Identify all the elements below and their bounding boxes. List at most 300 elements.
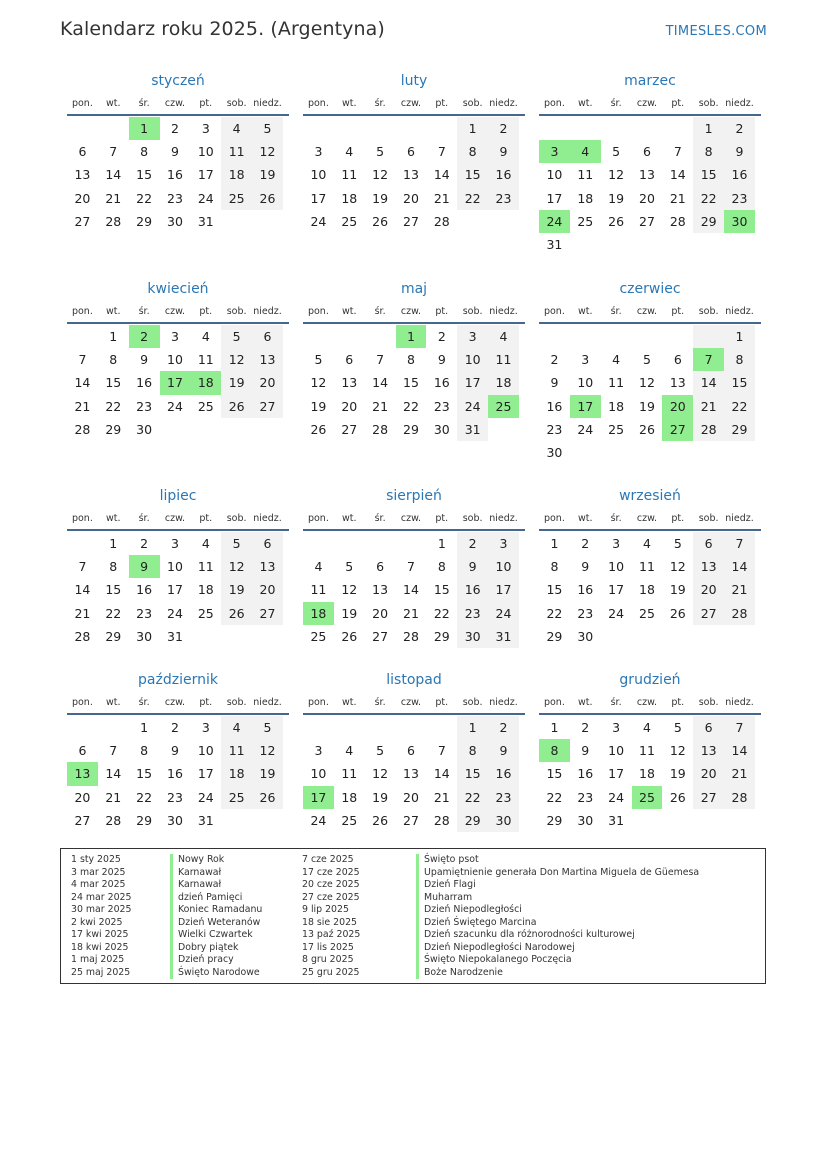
weekday-label: pt.: [199, 513, 213, 524]
holiday-day-cell: 7: [693, 348, 724, 371]
weekday-header: [303, 510, 525, 528]
day-cell: 7: [437, 144, 446, 160]
day-cell: 11: [221, 739, 252, 762]
day-cell: 19: [221, 578, 252, 601]
day-cell: 12: [639, 375, 655, 391]
empty-day-cell: [334, 716, 365, 739]
empty-day-cell: [334, 532, 365, 555]
weekday-label: pon.: [307, 98, 329, 109]
header-divider: [303, 529, 525, 531]
weekday-header: [303, 694, 525, 712]
day-cell: 5: [612, 144, 621, 160]
day-cell: 9: [488, 739, 519, 762]
weekday-label: wt.: [106, 697, 121, 708]
day-cell: 19: [310, 398, 327, 414]
day-cell: 9: [437, 352, 446, 368]
day-cell: 4: [612, 352, 621, 368]
day-cell: 12: [221, 555, 252, 578]
weekday-label: pt.: [199, 306, 213, 317]
day-cell: 27: [693, 786, 724, 809]
week-row: [67, 625, 289, 648]
day-cell: 13: [74, 167, 91, 183]
month-name: grudzień: [619, 672, 681, 688]
day-cell: 24: [608, 605, 625, 621]
day-cell: 25: [310, 628, 327, 644]
day-cell: 24: [577, 421, 594, 437]
day-cell: 10: [310, 766, 327, 782]
weekday-label: sob.: [698, 306, 719, 317]
day-cell: 29: [433, 628, 450, 644]
day-cell: 17: [546, 190, 563, 206]
weekday-label: wt.: [106, 513, 121, 524]
day-cell: 8: [724, 348, 755, 371]
day-cell: 20: [252, 371, 283, 394]
header-divider: [67, 713, 289, 715]
month-block: [539, 70, 761, 256]
weekday-label: śr.: [138, 513, 150, 524]
day-cell: 2: [724, 117, 755, 140]
day-cell: 16: [433, 375, 450, 391]
day-cell: 21: [372, 398, 389, 414]
day-cell: 15: [433, 582, 450, 598]
holiday-name: Święto Niepokalanego Poczęcia: [416, 954, 699, 967]
day-cell: 11: [310, 582, 327, 598]
weekday-header: [303, 303, 525, 321]
empty-day-cell: [396, 117, 427, 140]
weekday-label: czw.: [400, 306, 422, 317]
day-cell: 16: [488, 163, 519, 186]
weekday-label: niedz.: [253, 98, 282, 109]
day-cell: 13: [252, 348, 283, 371]
week-row: [67, 140, 289, 163]
empty-day-cell: [570, 325, 601, 348]
day-cell: 26: [372, 213, 389, 229]
day-cell: 25: [197, 398, 214, 414]
day-cell: 12: [252, 739, 283, 762]
holiday-date: 18 sie 2025: [302, 916, 358, 928]
day-cell: 28: [433, 213, 450, 229]
header-divider: [67, 529, 289, 531]
weekday-label: sob.: [462, 306, 483, 317]
day-cell: 23: [433, 398, 450, 414]
holiday-name: dzień Pamięci: [170, 892, 262, 905]
week-row: [67, 739, 289, 762]
day-cell: 12: [310, 375, 327, 391]
weekday-label: czw.: [400, 697, 422, 708]
day-cell: 26: [608, 213, 625, 229]
weekday-label: śr.: [138, 98, 150, 109]
day-cell: 16: [546, 398, 563, 414]
day-cell: 31: [457, 418, 488, 441]
week-row: [67, 602, 289, 625]
day-cell: 15: [693, 163, 724, 186]
day-cell: 2: [170, 121, 179, 136]
holiday-day-cell: 20: [662, 395, 693, 418]
holiday-day-cell: 1: [396, 325, 427, 348]
day-cell: 5: [673, 536, 682, 551]
day-cell: 14: [724, 739, 755, 762]
day-cell: 25: [577, 213, 594, 229]
day-cell: 28: [403, 628, 419, 644]
day-cell: 30: [577, 628, 594, 644]
month-block: [539, 278, 761, 464]
weekday-header: [303, 95, 525, 113]
day-cell: 10: [197, 144, 214, 160]
header-divider: [67, 114, 289, 116]
day-cell: 6: [252, 532, 283, 555]
empty-day-cell: [693, 625, 724, 648]
empty-day-cell: [693, 809, 724, 832]
day-cell: 14: [105, 167, 122, 183]
day-cell: 14: [433, 766, 450, 782]
empty-day-cell: [396, 716, 427, 739]
holiday-names-column-2: [416, 854, 699, 979]
week-row: [67, 578, 289, 601]
day-cell: 27: [639, 213, 655, 229]
day-cell: 16: [577, 766, 594, 782]
day-cell: 14: [693, 371, 724, 394]
weekday-label: niedz.: [489, 513, 518, 524]
day-cell: 13: [341, 375, 358, 391]
week-row: [539, 532, 761, 555]
holiday-day-cell: 1: [129, 117, 160, 140]
holiday-name: Dzień pracy: [170, 954, 262, 967]
weekday-label: sob.: [462, 98, 483, 109]
week-row: [303, 117, 525, 140]
empty-day-cell: [303, 325, 334, 348]
holiday-name: Upamiętnienie generała Don Martina Miguela de Güemesa: [416, 867, 699, 880]
day-cell: 23: [167, 190, 183, 206]
holiday-date: 17 lis 2025: [302, 941, 354, 953]
empty-day-cell: [488, 210, 519, 233]
day-cell: 4: [221, 117, 252, 140]
day-cell: 28: [724, 602, 755, 625]
day-cell: 6: [376, 559, 385, 575]
holiday-day-cell: 25: [632, 786, 663, 809]
day-cell: 10: [608, 559, 625, 575]
week-row: [303, 739, 525, 762]
month-name: luty: [400, 73, 428, 89]
day-cell: 22: [105, 398, 122, 414]
month-name: sierpień: [386, 488, 442, 504]
day-cell: 23: [724, 187, 755, 210]
day-cell: 4: [345, 144, 354, 160]
weekday-label: pt.: [199, 98, 213, 109]
month-name: październik: [138, 672, 218, 688]
weekday-label: śr.: [374, 697, 386, 708]
weekday-label: pon.: [543, 306, 565, 317]
empty-day-cell: [662, 441, 693, 464]
empty-day-cell: [365, 716, 396, 739]
month-name: styczeń: [151, 73, 205, 89]
day-cell: 27: [403, 213, 419, 229]
holiday-day-cell: 17: [303, 786, 334, 809]
empty-day-cell: [662, 809, 693, 832]
day-cell: 22: [457, 187, 488, 210]
day-cell: 30: [577, 812, 594, 828]
day-cell: 17: [167, 582, 183, 598]
empty-day-cell: [221, 210, 252, 233]
day-cell: 18: [341, 190, 358, 206]
day-cell: 5: [376, 144, 385, 160]
day-cell: 4: [345, 743, 354, 759]
month-name: maj: [400, 281, 428, 297]
day-cell: 6: [78, 743, 87, 759]
holiday-name: Nowy Rok: [170, 854, 262, 867]
day-cell: 24: [197, 190, 214, 206]
empty-day-cell: [426, 117, 457, 140]
week-row: [67, 210, 289, 233]
week-row: [539, 163, 761, 186]
week-row: [539, 371, 761, 394]
day-cell: 22: [136, 789, 153, 805]
empty-day-cell: [662, 625, 693, 648]
day-cell: 19: [639, 398, 655, 414]
holiday-date: 2 kwi 2025: [71, 916, 123, 928]
weekday-label: czw.: [400, 513, 422, 524]
week-row: [303, 325, 525, 348]
day-cell: 2: [581, 536, 590, 551]
weekday-label: śr.: [610, 513, 622, 524]
empty-day-cell: [693, 233, 724, 256]
day-cell: 17: [488, 578, 519, 601]
day-cell: 13: [669, 375, 686, 391]
week-row: [539, 786, 761, 809]
weekday-header: [67, 510, 289, 528]
weekday-label: czw.: [400, 98, 422, 109]
month-block: [67, 485, 289, 648]
week-row: [67, 762, 289, 785]
empty-day-cell: [303, 532, 334, 555]
day-cell: 5: [221, 532, 252, 555]
holiday-date: 4 mar 2025: [71, 879, 126, 890]
day-cell: 18: [639, 766, 655, 782]
weekday-label: śr.: [138, 306, 150, 317]
week-row: [67, 532, 289, 555]
brand-logo-text[interactable]: TIMESLES.COM: [665, 24, 767, 39]
day-cell: 22: [724, 395, 755, 418]
weekday-label: pon.: [71, 306, 93, 317]
week-row: [303, 163, 525, 186]
day-cell: 24: [457, 395, 488, 418]
weekday-label: pon.: [71, 697, 93, 708]
day-cell: 31: [197, 213, 214, 229]
month-block: [67, 70, 289, 233]
weekday-label: czw.: [164, 513, 186, 524]
weekday-label: pon.: [543, 697, 565, 708]
day-cell: 28: [74, 628, 91, 644]
weekday-label: wt.: [342, 513, 357, 524]
day-cell: 7: [78, 352, 87, 368]
empty-day-cell: [252, 418, 283, 441]
day-cell: 15: [403, 375, 419, 391]
weekday-label: sob.: [698, 513, 719, 524]
day-cell: 21: [74, 605, 91, 621]
day-cell: 6: [252, 325, 283, 348]
week-row: [303, 809, 525, 832]
holiday-day-cell: 3: [539, 140, 570, 163]
day-cell: 26: [221, 602, 252, 625]
day-cell: 17: [608, 582, 625, 598]
weekday-label: wt.: [342, 697, 357, 708]
day-cell: 1: [550, 720, 559, 735]
weekday-label: pt.: [671, 98, 685, 109]
day-cell: 27: [252, 395, 283, 418]
week-row: [303, 786, 525, 809]
day-cell: 24: [167, 605, 183, 621]
day-cell: 16: [457, 578, 488, 601]
holiday-name: Boże Narodzenie: [416, 967, 699, 980]
day-cell: 3: [314, 743, 323, 759]
day-cell: 31: [197, 812, 214, 828]
day-cell: 17: [310, 190, 327, 206]
day-cell: 4: [642, 536, 651, 551]
day-cell: 18: [488, 371, 519, 394]
day-cell: 19: [221, 371, 252, 394]
day-cell: 7: [406, 559, 415, 575]
week-row: [67, 786, 289, 809]
day-cell: 4: [201, 329, 210, 344]
day-cell: 18: [197, 582, 214, 598]
day-cell: 20: [403, 789, 419, 805]
empty-day-cell: [724, 625, 755, 648]
empty-day-cell: [601, 233, 632, 256]
day-cell: 21: [403, 605, 419, 621]
week-row: [539, 555, 761, 578]
weekday-header: [539, 510, 761, 528]
day-cell: 2: [488, 716, 519, 739]
holiday-date: 1 sty 2025: [71, 854, 121, 865]
holiday-name: Dobry piątek: [170, 942, 262, 955]
day-cell: 10: [546, 167, 563, 183]
day-cell: 6: [406, 144, 415, 160]
day-cell: 5: [314, 352, 323, 368]
holiday-day-cell: 30: [724, 210, 755, 233]
week-row: [539, 117, 761, 140]
week-row: [539, 762, 761, 785]
holiday-name: Święto Narodowe: [170, 967, 262, 980]
day-cell: 19: [252, 163, 283, 186]
day-cell: 26: [341, 628, 358, 644]
day-cell: 29: [136, 213, 153, 229]
day-cell: 16: [724, 163, 755, 186]
day-cell: 2: [170, 720, 179, 735]
holiday-legend: [60, 848, 766, 984]
day-cell: 15: [546, 766, 563, 782]
page-title: Kalendarz roku 2025. (Argentyna): [60, 18, 385, 40]
day-cell: 28: [669, 213, 686, 229]
header-divider: [539, 322, 761, 324]
day-cell: 28: [433, 812, 450, 828]
empty-day-cell: [334, 325, 365, 348]
weekday-label: niedz.: [253, 697, 282, 708]
day-cell: 26: [669, 789, 686, 805]
weekday-label: pt.: [435, 513, 449, 524]
holiday-day-cell: 8: [539, 739, 570, 762]
day-cell: 5: [376, 743, 385, 759]
empty-day-cell: [98, 716, 129, 739]
day-cell: 5: [252, 716, 283, 739]
day-cell: 27: [403, 812, 419, 828]
day-cell: 15: [457, 762, 488, 785]
day-cell: 27: [74, 812, 91, 828]
day-cell: 18: [341, 789, 358, 805]
week-row: [539, 233, 761, 256]
day-cell: 8: [437, 559, 446, 575]
empty-day-cell: [570, 441, 601, 464]
day-cell: 3: [170, 536, 179, 551]
empty-day-cell: [632, 441, 663, 464]
day-cell: 26: [310, 421, 327, 437]
day-cell: 24: [310, 812, 327, 828]
header-divider: [539, 114, 761, 116]
day-cell: 4: [201, 536, 210, 551]
holiday-name: Dzień Weteranów: [170, 917, 262, 930]
day-cell: 14: [724, 555, 755, 578]
day-cell: 1: [693, 117, 724, 140]
empty-day-cell: [252, 210, 283, 233]
week-row: [303, 625, 525, 648]
empty-day-cell: [724, 809, 755, 832]
day-cell: 2: [140, 536, 149, 551]
day-cell: 7: [109, 743, 118, 759]
empty-day-cell: [67, 716, 98, 739]
empty-day-cell: [632, 625, 663, 648]
weekday-label: czw.: [636, 98, 658, 109]
day-cell: 30: [167, 812, 183, 828]
day-cell: 5: [252, 117, 283, 140]
month-name: czerwiec: [619, 281, 681, 297]
weekday-label: niedz.: [725, 513, 754, 524]
day-cell: 13: [252, 555, 283, 578]
day-cell: 31: [546, 236, 563, 252]
week-row: [67, 163, 289, 186]
day-cell: 2: [457, 532, 488, 555]
day-cell: 1: [109, 536, 118, 551]
holiday-date: 3 mar 2025: [71, 866, 126, 878]
day-cell: 23: [136, 605, 153, 621]
empty-day-cell: [662, 233, 693, 256]
holiday-date: 17 kwi 2025: [71, 929, 129, 940]
week-row: [539, 348, 761, 371]
week-row: [539, 418, 761, 441]
day-cell: 27: [74, 213, 91, 229]
week-row: [303, 395, 525, 418]
day-cell: 17: [608, 766, 625, 782]
weekday-label: pon.: [307, 513, 329, 524]
day-cell: 8: [140, 743, 149, 759]
day-cell: 9: [581, 743, 590, 759]
day-cell: 3: [612, 720, 621, 735]
empty-day-cell: [662, 325, 693, 348]
day-cell: 25: [341, 213, 358, 229]
month-name: kwiecień: [147, 281, 209, 297]
day-cell: 22: [457, 786, 488, 809]
holiday-name: Karnawał: [170, 867, 262, 880]
day-cell: 28: [105, 213, 122, 229]
holiday-day-cell: 18: [190, 371, 221, 394]
day-cell: 14: [74, 375, 91, 391]
week-row: [539, 809, 761, 832]
week-row: [303, 371, 525, 394]
day-cell: 19: [341, 605, 358, 621]
day-cell: 6: [693, 716, 724, 739]
day-cell: 19: [608, 190, 625, 206]
day-cell: 12: [669, 743, 686, 759]
week-row: [303, 140, 525, 163]
day-cell: 3: [457, 325, 488, 348]
day-cell: 17: [457, 371, 488, 394]
